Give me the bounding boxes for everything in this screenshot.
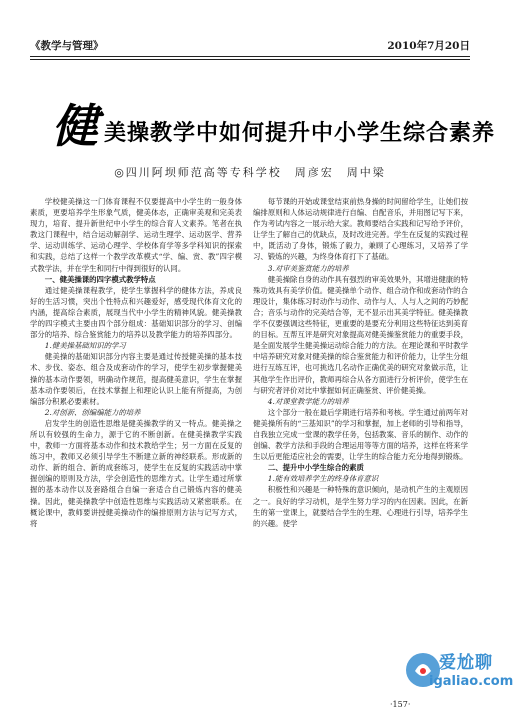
title-dropcap: 健 [52,99,98,153]
watermark-logo [403,648,513,710]
paragraph: 健美操除自身的动作具有强烈的审美效果外，其增进健康的特殊功效具有美学价值。健美操单个动作、组合动作和成套动作的合理设计，集体练习时动作与动作、动作与人、人与人之间的巧妙配合；音乐与动作的完美结合等，无不显示出其美学特征。健美操教学不仅要强调这些特征，更重要的是要充分利用这些特征达到美育的目标。互帮互评是研究对象提高对健美操鉴赏能力的重要手段，是全面发展学生健美操运动综合能力的方法。在理论课和平时教学中培养研究对象对健美操的综合鉴赏能力和评价能力，让学生分组进行互练互评，也可挑选几名动作正确优美的研究对象做示范，让其他学生作出评价，教师再综合从各方面进行分析评价，使学生在与研究者评价对比中掌握如何正确鉴赏、评价健美操。 [253,274,468,395]
watermark-brand: 爱尬聊 [439,653,493,673]
section-heading: 二、提升中小学生综合的素质 [267,463,364,473]
article-title: 美操教学中如何提升中小学生综合素养 [104,120,496,146]
paragraph: 积极性和兴趣是一种特殊的意识倾向，是动机产生的主观原因之一。良好的学习动机，是学生努力学习的内在因素。因此，在新生的第一堂课上，就要结合学生的生理、心理进行引导，培养学生的兴趣。使学 [253,485,468,528]
paragraph: 健美操的基础知识部分内容主要是通过传授健美操的基本技术、步伐、姿态、组合及成套动作的学习，使学生初步掌握健美操的基本动作要领，明确动作规范，提高健美意识，学生在掌握基本动作要领后，在技术掌握上和理论认识上能有所提高，为创编部分积累必要素材。 [30,352,242,406]
subsection-heading: 1.能有效培养学生的终身体育意识 [267,474,379,484]
issue-date: 2010年7月20日 [387,40,470,52]
right-column [253,196,468,529]
author-byline: ◎四川阿坝师范高等专科学校 周彦宏 周中梁 [114,166,386,179]
paragraph: 这个部分一般在最后学期进行培养和考核。学生通过前两年对健美操所有的“三基知识”的学习和掌握，加上老师的引导和指导，自我独立完成一堂课的教学任务，包括教案、音乐的制作、动作的创编、教学方法和手段的合理运用等等方面的培养，这样在将来学生以后更能适应社会的需要，让学生的综合能力充分地得到锻炼。 [253,407,468,462]
subsection-heading: 2.对创新、创编编能力的培养 [44,407,141,417]
paragraph: 通过健美操课程教学，使学生掌握科学的健体方法，养成良好的生活习惯，突出个性特点和兴趣爱好，感受现代体育文化的内涵，提高综合素质，展现当代中小学生的精神风貌。健美操教学的四字模式主要由四个部分组成：基础知识部分的学习、创编部分的培养、综合鉴赏能力的培养以及教学能力的培养四部分。 [30,285,242,340]
paragraph: 学校健美操这一门体育课程不仅要提高中小学生的一般身体素质，更要培养学生形象气质，健美体态，正确审美观和完美表现力，培育、提升新世纪中小学生的综合育人文素养。笔者在执教这门课程中，结合运动解剖学、运动生理学、运动医学、营养学、运动训练学、运动心理学、学校体育学等多学科知识的探索和实践，总结了这样一个教学改革模式“学、编、赏、教”四字模式教学法，并在学生和同行中得到很好的认同。 [30,197,242,273]
header-rule-thick [30,56,470,57]
running-header [30,38,470,54]
journal-name: 《教学与管理》 [30,40,104,52]
section-heading: 一、健美操课的四字模式教学特点 [44,274,156,284]
header-rule-thin [30,59,470,60]
paragraph: 启发学生的创造性思维是健美操教学的又一特点。健美操之所以有较强的生命力，源于它的不断创新。在健美操教学实践中，教师一方面将基本动作和技术教给学生；另一方面在反复的练习中，教师又必须引导学生不断建立新的神经联系。形成新的动作、新的组合、新的成套练习，使学生在反复的实践活动中掌握创编的原则及方法，学会创造性的思维方式。让学生通过所掌握的基本动作以及套路组合自编一套适合自己锻炼内容的健美操。因此，健美操教学中创造性思维与实践活动又紧密联系。在概论课中，教师要讲授健美操动作的编排原则方法与记写方式，将 [30,418,242,528]
subsection-heading: 4.对课堂教学能力的培养 [267,396,349,406]
subsection-heading: 3.对审美鉴赏能力的培养 [267,263,349,273]
left-column [30,196,242,529]
page-number: ·157· [390,700,411,709]
paragraph: 每节课的开始或课堂结束前热身操的时间留给学生，让她们按编排原则和人体运动规律进行自编、自配音乐，并用图记写下来，作为考试内容之一展示给大家。教师要结合实践和记写给予评价，让学生了解自己的优缺点，及时改进完善。学生在反复的实践过程中，既活动了身体，锻炼了毅力，兼顾了心理练习，又培养了学习、锻炼的兴趣，为终身体育打下了基础。 [253,197,468,262]
article-title-block [0,99,500,156]
watermark-url: igaliao.com [429,674,513,689]
subsection-heading: 1.健美操基础知识的学习 [44,341,126,351]
